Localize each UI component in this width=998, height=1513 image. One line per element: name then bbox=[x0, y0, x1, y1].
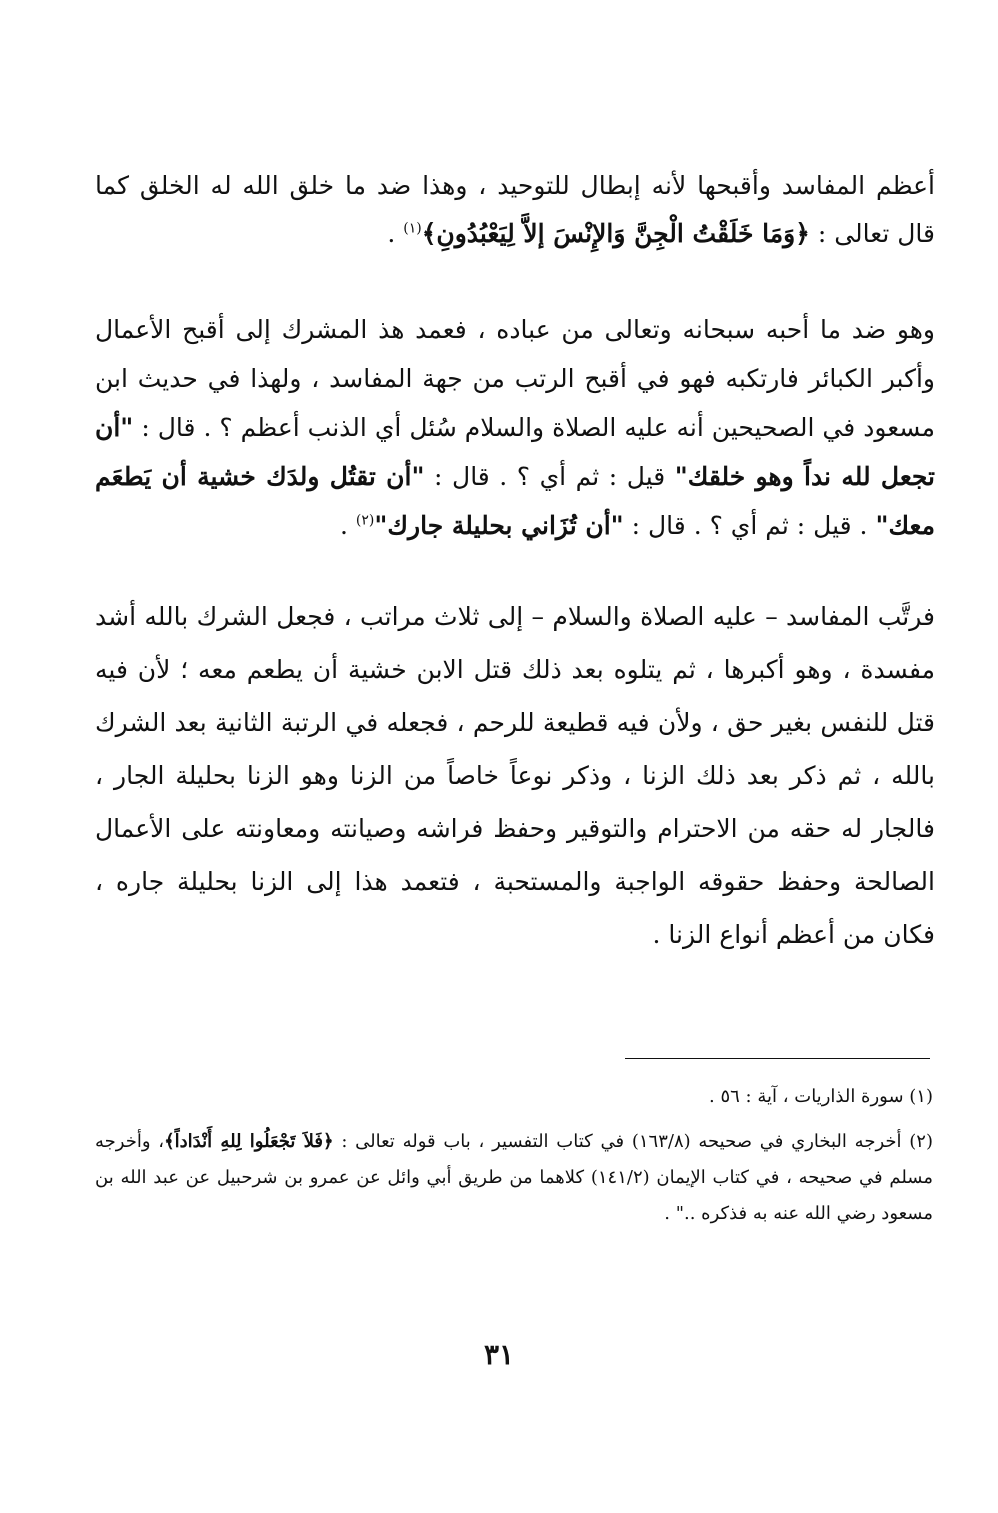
paragraph-3: فرتَّب المفاسد – عليه الصلاة والسلام – إلى ثلاث مراتب ، فجعل الشرك بالله أشد مفسدة ، وهو أكبرها ، ثم يتلوه بعد ذلك قتل الابن خشية أن يطعم معه ؛ لأن فيه قتل للنفس بغير حق ، ولأن فيه قطيعة للرحم ، فجعله في الرتبة الثانية بعد الشرك بالله ، ثم ذكر بعد ذلك الزنا ، وذكر نوعاً خاصاً من الزنا وهو الزنا بحليلة الجار ، فالجار له حقه من الاحترام والتوقير وحفظ فراشه وصيانته ومعاونته على الأعمال الصالحة وحفظ حقوقه الواجبة والمستحبة ، فتعمد هذا إلى الزنا بحليلة جاره ، فكان من أعظم أنواع الزنا . bbox=[95, 602, 935, 949]
paragraph-1-text-a: أعظم المفاسد وأقبحها لأنه إبطال للتوحيد ، وهذا ضد ما خلق الله له الخلق كما قال تعالى : bbox=[95, 171, 935, 248]
footnote-ref-2[interactable]: (٢) bbox=[355, 512, 375, 529]
footnote-ref-1[interactable]: (١) bbox=[403, 220, 422, 237]
footnote-2-text-a: (٢) أخرجه البخاري في صحيحه (١٦٣/٨) في كتاب التفسير ، باب قوله تعالى : bbox=[333, 1131, 933, 1152]
hadith-quote-2: "أن تقتُل ولدَك خشية أن يَطعَم معك" bbox=[95, 462, 935, 540]
quran-verse-adh-dhariyat: ﴿وَمَا خَلَقْتُ الْجِنَّ وَالإِنْسَ إلاَّ لِيَعْبُدُونِ﴾ bbox=[421, 219, 810, 248]
page-number: ٣١ bbox=[483, 1338, 515, 1371]
footnote-divider bbox=[625, 1058, 930, 1059]
paragraph-2-text-d: . bbox=[340, 511, 356, 540]
paragraph-1 bbox=[95, 162, 935, 258]
paragraph-1-text-b: . bbox=[387, 219, 404, 248]
footnote-2 bbox=[95, 1124, 933, 1232]
paragraph-2-text-a: وهو ضد ما أحبه سبحانه وتعالى من عباده ، فعمد هذ المشرك إلى أقبح الأعمال وأكبر الكبائر فارتكبه فهو في أقبح الرتب من جهة المفاسد ، ولهذا في حديث ابن مسعود في الصحيحين أنه عليه الصلاة والسلام سُئل أي الذنب أعظم ؟ . قال : bbox=[95, 315, 935, 442]
footnote-2-verse: ﴿فَلاَ تَجْعَلُوا لِلهِ أَنْدَاداً﴾ bbox=[164, 1131, 334, 1152]
paragraph-2 bbox=[95, 305, 935, 550]
paragraph-2-text-c: . قيل : ثم أي ؟ . قال : bbox=[623, 511, 876, 540]
footnotes bbox=[95, 1080, 933, 1232]
paragraph-2-text-b: قيل : ثم أي ؟ . قال : bbox=[424, 462, 675, 491]
footnote-1: (١) سورة الذاريات ، آية : ٥٦ . bbox=[709, 1086, 933, 1107]
hadith-quote-3: "أن تُزَاني بحليلة جارك" bbox=[374, 511, 624, 540]
hadith-quote-1: "أن تجعل لله نداً وهو خلقك" bbox=[95, 413, 936, 491]
footnote-2-text-b: ، وأخرجه مسلم في صحيحه ، في كتاب الإيمان (١٤١/٢) كلاهما من طريق أبي وائل عن عمرو بن شرحبيل عن عبد الله بن مسعود رضي الله عنه به فذكره .." . bbox=[95, 1131, 933, 1224]
